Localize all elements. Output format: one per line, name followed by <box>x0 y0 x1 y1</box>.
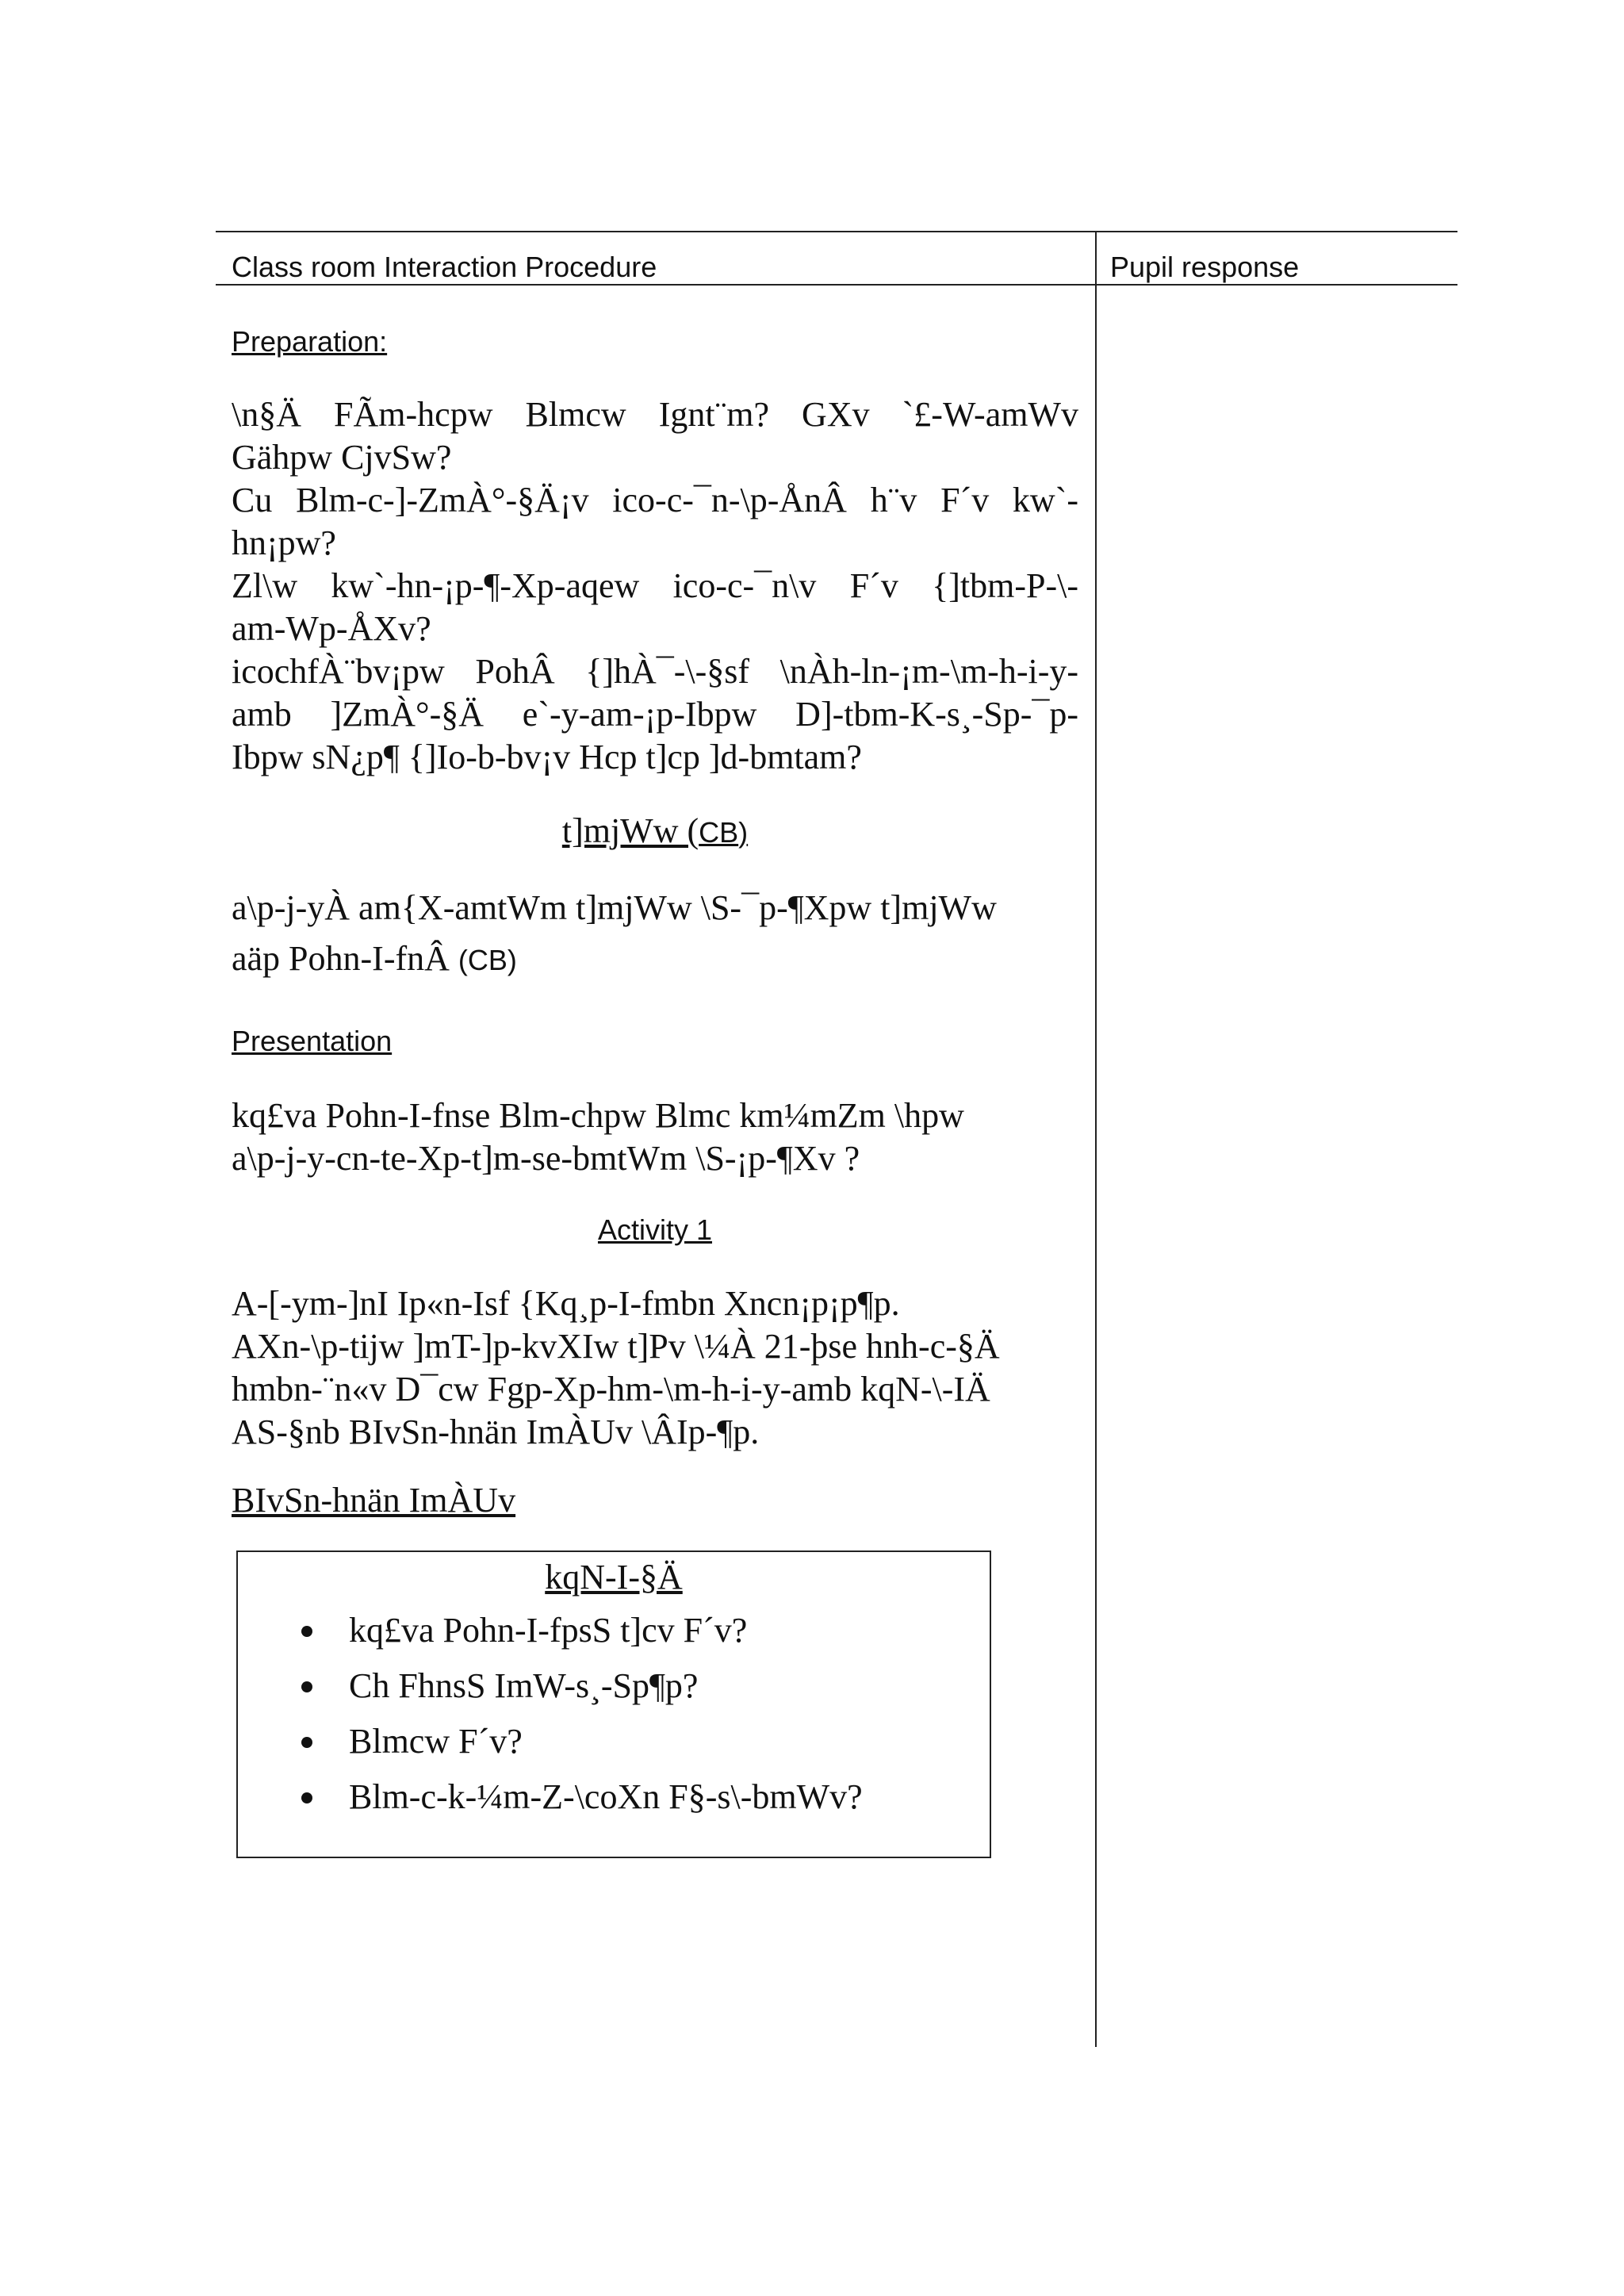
bullet-icon <box>301 1737 312 1748</box>
cb-paragraph-line1: a\p-j-yÀ am{X-amtWm t]mjWw \S-¯p-¶Xpw t]mjWw <box>232 888 997 927</box>
bullet-icon <box>301 1792 312 1803</box>
cb-heading-abbr: CB <box>699 816 739 849</box>
activity-line: A-[-ym-]nI Ip«n-Isf {Kq¸p-I-fmbn Xncn¡p¡p¶p. <box>232 1284 900 1323</box>
preparation-line: Zl\w kw`-hn-¡p-¶-Xp-aqew ico-c-¯n\v F´v {]tbm-P-\- <box>232 566 1078 605</box>
activity-line: hmbn-¨n«v D¯cw Fgp-Xp-hm-\m-h-i-y-amb kqN-\-IÄ <box>232 1370 990 1409</box>
cb-heading-text: t]mjWw ( <box>561 811 699 850</box>
cb-paragraph-line2 <box>232 937 517 982</box>
activity-line: AS-§nb BIvSn-hnän ImÀUv \ÂIp-¶p. <box>232 1412 760 1451</box>
preparation-line: icochfÀ¨bv¡pw PohÂ {]hÀ¯-\-§sf \nÀh-ln-¡m-\m-h-i-y- <box>232 652 1078 691</box>
column-divider <box>1095 231 1097 2047</box>
presentation-line: a\p-j-y-cn-te-Xp-t]m-se-bmtWm \S-¡p-¶Xv ? <box>232 1139 860 1178</box>
header-pupil-response: Pupil response <box>1110 251 1300 283</box>
table-top-rule <box>216 231 1457 232</box>
hints-box <box>236 1550 991 1858</box>
preparation-line: Cu Blm-c-]-ZmÀ°-§Ä¡v ico-c-¯n-\p-ÅnÂ h¨v F´v kw`- <box>232 481 1078 519</box>
preparation-line: amb ]ZmÀ°-§Ä e`-y-am-¡p-Ibpw D]-tbm-K-s¸-Sp-¯p- <box>232 695 1078 734</box>
hint-text: Blmcw F´v? <box>349 1722 523 1761</box>
header-procedure: Class room Interaction Procedure <box>232 251 657 283</box>
cb-heading <box>232 811 1078 851</box>
activity-label: Activity 1 <box>597 1213 713 1246</box>
preparation-line: hn¡pw? <box>232 523 336 562</box>
preparation-line: \n§Ä FÃm-hcpw Blmcw Ignt¨m? GXv `£-W-amWv <box>232 395 1078 434</box>
preparation-line: Ibpw sN¿p¶ {]Io-b-bv¡v Hcp t]cp ]d-bmtam? <box>232 738 862 776</box>
presentation-label: Presentation <box>232 1025 393 1057</box>
hint-text: kq£va Pohn-I-fpsS t]cv F´v? <box>349 1611 748 1650</box>
activity-card-label: BIvSn-hnän ImÀUv <box>232 1481 516 1520</box>
preparation-line: am-Wp-ÅXv? <box>232 609 431 648</box>
preparation-paragraph <box>232 393 1078 779</box>
hints-box-title: kqN-I-§Ä <box>545 1558 683 1596</box>
cb-heading-close: ) <box>738 816 749 849</box>
preparation-line: Gähpw CjvSw? <box>232 438 452 477</box>
table-header-rule <box>216 284 1457 286</box>
preparation-label: Preparation: <box>232 325 388 358</box>
activity-line: AXn-\p-tijw ]mT-]p-kvXIw t]Pv \¼À 21-þse hnh-c-§Ä <box>232 1327 1000 1366</box>
bullet-icon <box>301 1681 312 1692</box>
hint-text: Blm-c-k-¼m-Z-\coXn F§-s\-bmWv? <box>349 1777 863 1816</box>
hint-text: Ch FhnsS ImW-s¸-Sp¶p? <box>349 1666 699 1705</box>
cb-paragraph-text: aäp Pohn-I-fnÂ <box>232 939 458 978</box>
presentation-line: kq£va Pohn-I-fnse Blm-chpw Blmc km¼mZm \hpw <box>232 1096 964 1135</box>
cb-paragraph-abbr: (CB) <box>458 944 517 976</box>
bullet-icon <box>301 1626 312 1637</box>
